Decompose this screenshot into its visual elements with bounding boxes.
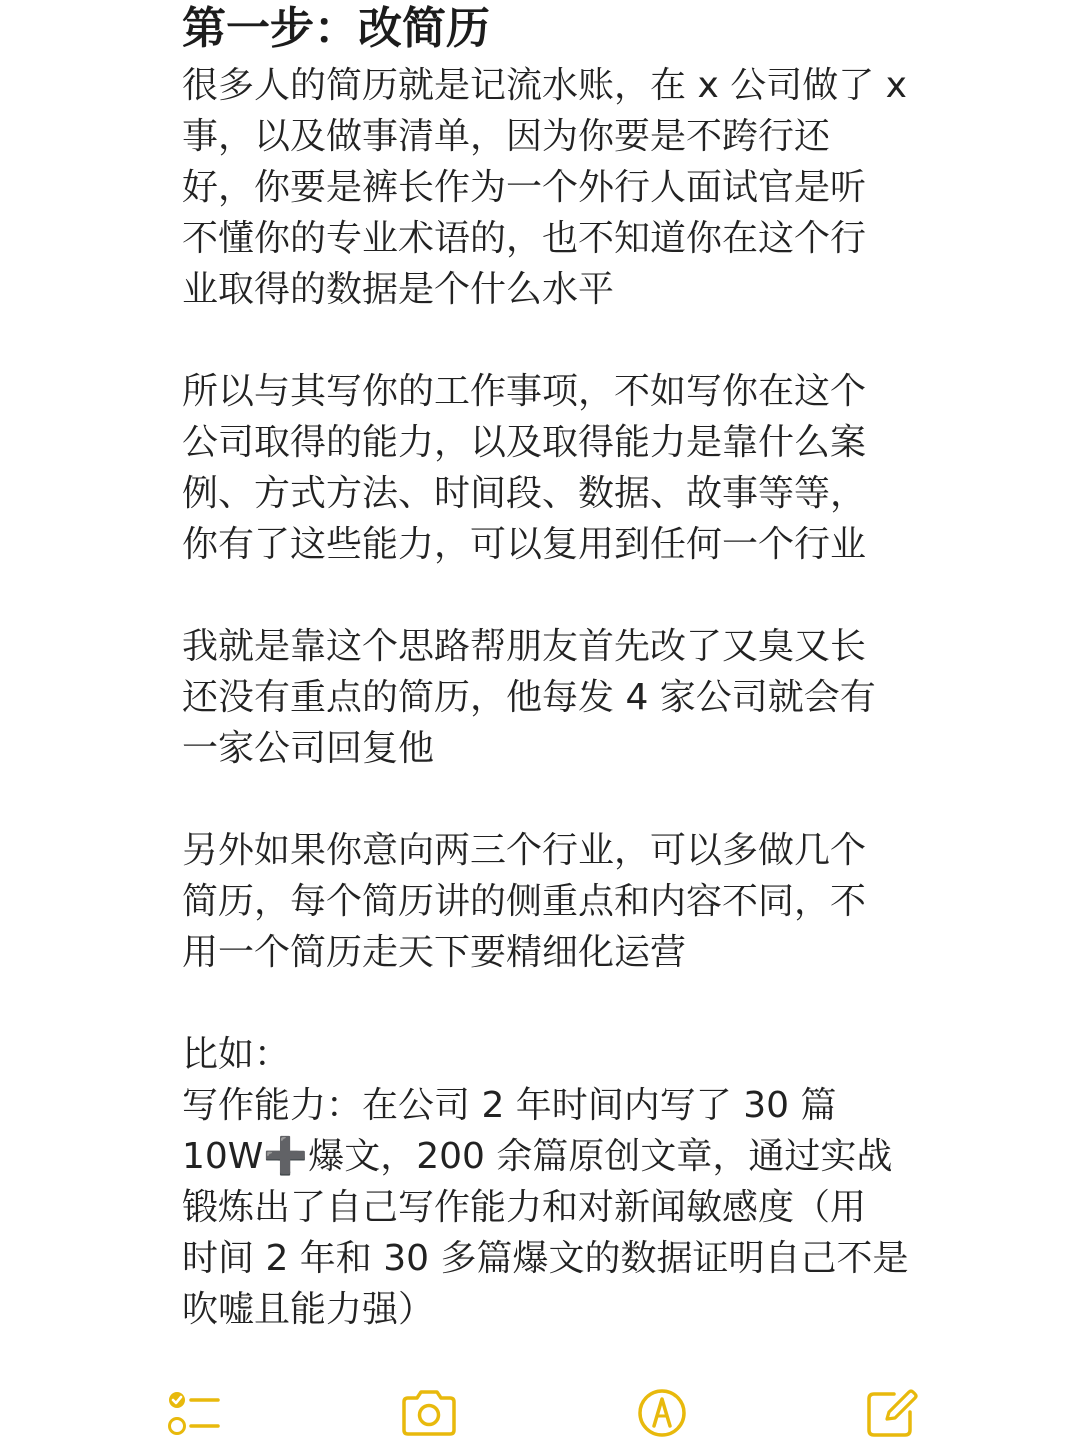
text-line: 写作能力：在公司 2 年时间内写了 30 篇 bbox=[182, 1085, 837, 1126]
text-line: 另外如果你意向两三个行业，可以多做几个 bbox=[182, 830, 867, 871]
bottom-toolbar bbox=[0, 1380, 1080, 1440]
markup-button[interactable] bbox=[632, 1386, 692, 1440]
text-line: 10W➕爆文，200 余篇原创文章，通过实战 bbox=[182, 1136, 893, 1177]
text-line: 公司取得的能力，以及取得能力是靠什么案 bbox=[182, 422, 867, 463]
checklist-button[interactable] bbox=[162, 1386, 222, 1440]
paragraph-3 bbox=[182, 621, 902, 774]
paragraph-2 bbox=[182, 366, 902, 570]
text-line: 你有了这些能力，可以复用到任何一个行业 bbox=[182, 524, 867, 565]
camera-icon bbox=[399, 1386, 459, 1440]
text-line: 比如： bbox=[182, 1034, 291, 1075]
paragraph-gap bbox=[182, 774, 902, 825]
paragraph-gap bbox=[182, 978, 902, 1029]
camera-button[interactable] bbox=[399, 1386, 459, 1440]
text-line: 我就是靠这个思路帮朋友首先改了又臭又长 bbox=[182, 626, 867, 667]
paragraph-gap bbox=[182, 570, 902, 621]
checklist-icon bbox=[162, 1386, 222, 1440]
text-line: 简历，每个简历讲的侧重点和内容不同，不 bbox=[182, 881, 867, 922]
text-line: 锻炼出了自己写作能力和对新闻敏感度（用 bbox=[182, 1187, 867, 1228]
paragraph-4 bbox=[182, 825, 902, 978]
text-line: 时间 2 年和 30 多篇爆文的数据证明自己不是 bbox=[182, 1238, 909, 1279]
paragraph-1 bbox=[182, 60, 907, 315]
compose-button[interactable] bbox=[862, 1386, 922, 1440]
text-line: 业取得的数据是个什么水平 bbox=[182, 269, 615, 310]
text-line: 事，以及做事清单，因为你要是不跨行还 bbox=[182, 116, 831, 157]
paragraph-gap bbox=[182, 315, 902, 366]
text-line: 所以与其写你的工作事项，不如写你在这个 bbox=[182, 371, 867, 412]
note-title: 第一步：改简历 bbox=[182, 3, 490, 54]
note-body[interactable] bbox=[182, 0, 909, 1335]
text-line: 不懂你的专业术语的，也不知道你在这个行 bbox=[182, 218, 867, 259]
markup-pen-icon bbox=[632, 1386, 692, 1440]
text-line: 还没有重点的简历，他每发 4 家公司就会有 bbox=[182, 677, 876, 718]
paragraph-5 bbox=[182, 1029, 909, 1335]
text-line: 用一个简历走天下要精细化运营 bbox=[182, 932, 687, 973]
text-line: 一家公司回复他 bbox=[182, 728, 435, 769]
text-line: 吹嘘且能力强） bbox=[182, 1289, 435, 1330]
text-line: 好，你要是裤长作为一个外行人面试官是听 bbox=[182, 167, 867, 208]
text-line: 很多人的简历就是记流水账，在 x 公司做了 x bbox=[182, 65, 907, 106]
compose-icon bbox=[862, 1386, 922, 1440]
text-line: 例、方式方法、时间段、数据、故事等等， bbox=[182, 473, 867, 514]
